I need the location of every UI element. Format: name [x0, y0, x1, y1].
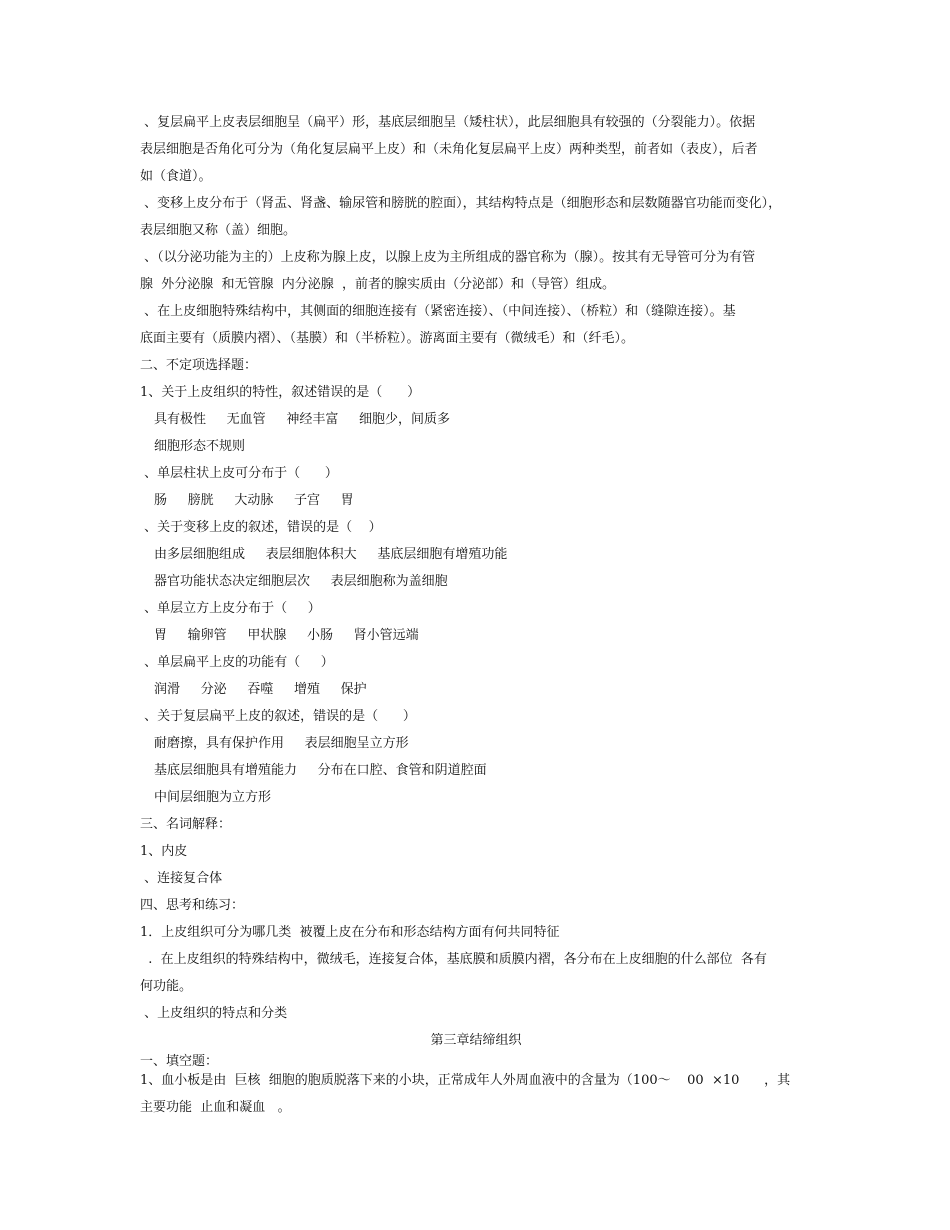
answer-options: 肠 膀胱 大动脉 子宫 胃 — [154, 493, 354, 508]
answer-options: 耐磨擦，具有保护作用 表层细胞呈立方形 — [154, 736, 409, 751]
answer-options: 由多层细胞组成 表层细胞体积大 基底层细胞有增殖功能 — [154, 547, 508, 562]
paragraph-line: 表层细胞是否角化可分为（角化复层扁平上皮）和（未角化复层扁平上皮）两种类型，前者如（表皮），后者 — [140, 142, 758, 157]
answer-options: 具有极性 无血管 神经丰富 细胞少，间质多 — [154, 412, 450, 427]
document-body — [140, 113, 812, 1125]
paragraph-line: 、在上皮细胞特殊结构中，其侧面的细胞连接有（紧密连接）、（中间连接）、（桥粒）和（缝隙连接）。基 — [140, 304, 736, 319]
answer-options: 基底层细胞具有增殖能力 分布在口腔、食管和阴道腔面 — [154, 763, 487, 778]
paragraph-line: 1、血小板是由 巨核 细胞的胞质脱落下来的小块，正常成年人外周血液中的含量为（100～ 00 ×10 ，其 — [140, 1073, 791, 1088]
answer-options: 中间层细胞为立方形 — [154, 790, 272, 805]
question: 、关于复层扁平上皮的叙述，错误的是（ ） — [140, 709, 416, 724]
paragraph-line: 、变移上皮分布于（肾盂、肾盏、输尿管和膀胱的腔面），其结构特点是（细胞形态和层数随器官功能而变化）， — [140, 196, 782, 211]
section-heading: 二、不定项选择题： — [140, 358, 258, 373]
exercise-item: 何功能。 — [140, 979, 193, 994]
section-heading: 四、思考和练习： — [140, 898, 245, 913]
section-heading: 一、填空题： — [140, 1054, 219, 1069]
question: 、单层扁平上皮的功能有（ ） — [140, 655, 334, 670]
chapter-title: 第三章结缔组织 — [430, 1033, 522, 1048]
paragraph-line: 、（以分泌功能为主的）上皮称为腺上皮，以腺上皮为主所组成的器官称为（腺）。按其有无导管可分为有管 — [140, 250, 756, 265]
paragraph-line: 主要功能 止血和凝血 。 — [140, 1100, 291, 1115]
paragraph-line: 如（食道）。 — [140, 169, 212, 184]
answer-options: 胃 输卵管 甲状腺 小肠 肾小管远端 — [154, 628, 419, 643]
question: 1、关于上皮组织的特性，叙述错误的是（ ） — [140, 385, 421, 400]
section-heading: 三、名词解释： — [140, 817, 232, 832]
question: 、关于变移上皮的叙述，错误的是（ ） — [140, 520, 382, 535]
paragraph-line: 腺 外分泌腺 和无管腺 内分泌腺 ，前者的腺实质由（分泌部）和（导管）组成。 — [140, 277, 616, 292]
question: 、单层立方上皮分布于（ ） — [140, 601, 321, 616]
exercise-item: 、上皮组织的特点和分类 — [140, 1006, 288, 1021]
answer-options: 器官功能状态决定细胞层次 表层细胞称为盖细胞 — [154, 574, 448, 589]
term-item: 、连接复合体 — [140, 871, 223, 886]
paragraph-line: 底面主要有（质膜内褶）、（基膜）和（半桥粒）。游离面主要有（微绒毛）和（纤毛）。 — [140, 331, 635, 346]
answer-options: 细胞形态不规则 — [154, 439, 246, 454]
question: 、单层柱状上皮可分布于（ ） — [140, 466, 338, 481]
paragraph-line: 表层细胞又称（盖）细胞。 — [140, 223, 297, 238]
exercise-item: . 在上皮组织的特殊结构中，微绒毛，连接复合体，基底膜和质膜内褶，各分布在上皮细胞的什么部位 各有 — [140, 952, 767, 967]
exercise-item: 1．上皮组织可分为哪几类 被覆上皮在分布和形态结构方面有何共同特征 — [140, 925, 560, 940]
paragraph-line: 、复层扁平上皮表层细胞呈（扁平）形，基底层细胞呈（矮柱状），此层细胞具有较强的（分裂能力）。依据 — [140, 115, 756, 130]
term-item: 1、内皮 — [140, 844, 188, 859]
answer-options: 润滑 分泌 吞噬 增殖 保护 — [154, 682, 367, 697]
